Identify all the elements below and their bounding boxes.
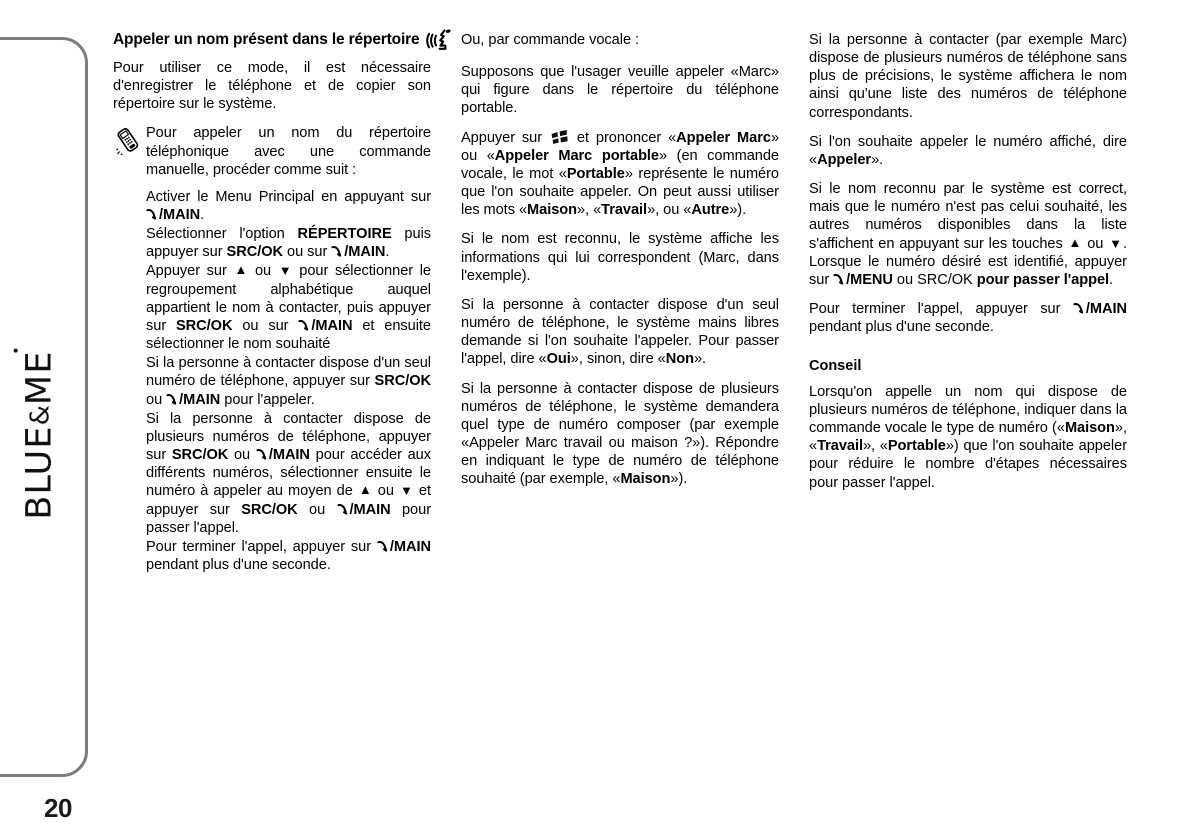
- voice-lead-paragraph: Ou, par commande vocale :: [461, 32, 640, 48]
- hangup-hook-icon: [166, 394, 179, 405]
- button-menu: /MENU: [833, 272, 893, 288]
- button-src-ok: SRC/OK: [171, 447, 229, 464]
- single-number-voice-paragraph: Si la personne à contacter dispose d'un seul numéro de téléphone, le système mains libres demande si l'on souhaite l'appeler. Pour passer l'appel, dire «Oui», sinon, dire «Non».: [461, 296, 779, 368]
- arrow-down-icon: ▼: [278, 263, 292, 279]
- step-select-alpha-group: Appuyer sur ▲ ou ▼ pour sélectionner le regroupement alphabétique auquel appartient le nom à contacter, puis appuyer sur SRC/OK ou sur /MAIN et ensuite sélectionner le nom souhaité: [146, 262, 431, 353]
- conseil-paragraph: Lorsqu'on appelle un nom qui dispose de plusieurs numéros de téléphone, indiquer dans la commande vocale le type de numéro («Maison», «Travail», «Portable») que l'on souhaite appeler pour réduire le nombre d'étapes nécessaires pour passer l'appel.: [809, 383, 1127, 491]
- hangup-hook-icon: [1073, 303, 1086, 314]
- voice-keyword-portable: Portable: [887, 438, 946, 455]
- arrow-down-icon: ▼: [400, 483, 413, 499]
- hangup-hook-icon: [377, 541, 390, 552]
- voice-keyword-appeler: Appeler: [817, 151, 872, 168]
- voice-keyword-travail: Travail: [601, 202, 648, 219]
- hangup-hook-icon: [331, 246, 344, 257]
- phone-keypad-icon: [113, 126, 143, 156]
- name-recognized-paragraph: Si le nom est reconnu, le système affiche les informations qui lui correspondent (Marc, dans l'exemple).: [461, 231, 779, 284]
- step-suffix: .: [200, 207, 205, 223]
- step-select-repertoire: Sélectionner l'option RÉPERTOIRE puis appuyer sur SRC/OK ou sur /MAIN.: [146, 226, 432, 261]
- call-displayed-number-paragraph: Si l'on souhaite appeler le numéro affiché, dire «Appeler».: [809, 133, 1127, 168]
- multiple-numbers-display-paragraph: Si la personne à contacter (par exemple Marc) dispose de plusieurs numéros de téléphone sans plus de précisions, le système affichera le nom ainsi qu'une liste des numéros de téléphone correspondants.: [809, 32, 1127, 121]
- hangup-hook-icon: [256, 449, 269, 460]
- manual-command-block: [113, 124, 431, 178]
- voice-press-and-say-paragraph: Appuyer sur et prononcer «Appeler Marc» ou «Appeler Marc portable» (en commande vocale, le mot «Portable» représente le numéro que l'on souhaite appeler. On peut aussi utiliser les mots «Maison», «Travail», ou «Autre»).: [461, 129, 780, 219]
- multiple-numbers-voice-paragraph: Si la personne à contacter dispose de plusieurs numéros de téléphone, le système demandera quel type de numéro composer (par exemple «Appeler Marc travail ou maison ?»). Répondre en indiquant le type de numéro de téléphone souhaité (par exemple, «Maison»).: [461, 380, 779, 488]
- button-src-ok: SRC/OK: [374, 373, 431, 390]
- step-text: Activer le Menu Principal en appuyant sur: [146, 188, 431, 205]
- arrow-down-icon: ▼: [1109, 235, 1122, 251]
- step-activate-main-menu: [146, 188, 431, 224]
- voice-keyword-autre: Autre: [691, 202, 730, 219]
- arrow-up-icon: ▲: [234, 262, 248, 278]
- section-title: Appeler un nom présent dans le répertoire: [113, 31, 420, 48]
- voice-keyword-maison: Maison: [620, 471, 671, 488]
- button-src-ok: SRC/OK: [226, 244, 283, 261]
- brand-ampersand: &: [26, 405, 56, 426]
- browse-other-numbers-paragraph: Si le nom reconnu par le système est correct, mais que le numéro n'est pas celui souhaité, les autres numéros disponibles dans la liste s'affichent en appuyant sur les touches ▲ ou ▼. Lorsque le numéro désiré est identifié, appuyer sur /MENU ou SRC/OK pour passer l'appel.: [809, 181, 1127, 288]
- end-call-paragraph: Pour terminer l'appel, appuyer sur /MAIN pendant plus d'une seconde.: [809, 301, 1127, 336]
- brand-logo-blue-and-me: [0, 300, 80, 570]
- hangup-hook-icon: [298, 320, 311, 331]
- voice-keyword-oui: Oui: [546, 351, 571, 368]
- column-left: [113, 31, 431, 811]
- voice-command-icon: [426, 27, 460, 61]
- menu-option-repertoire: RÉPERTOIRE: [297, 226, 392, 243]
- arrow-up-icon: ▲: [1068, 234, 1082, 250]
- voice-example-paragraph: Supposons que l'usager veuille appeler «Marc» qui figure dans le répertoire du téléphone portable.: [461, 64, 779, 117]
- voice-command-appeler-marc: Appeler Marc: [676, 129, 771, 146]
- brand-dot: [14, 348, 18, 352]
- voice-keyword-maison: Maison: [1064, 420, 1115, 437]
- page-content: [113, 31, 1179, 811]
- manual-lead-paragraph: Pour appeler un nom du répertoire téléphonique avec une commande manuelle, procéder comme suit :: [146, 125, 431, 178]
- column-middle: [461, 31, 779, 811]
- voice-command-block: [461, 31, 779, 49]
- voice-keyword-travail: Travail: [817, 438, 863, 455]
- hangup-hook-icon: [146, 209, 159, 220]
- page-number: 20: [44, 793, 72, 823]
- button-main: /MAIN: [146, 207, 200, 223]
- button-main: /MAIN: [377, 539, 431, 555]
- brand-name-part1: BLUE: [20, 425, 60, 520]
- voice-keyword-non: Non: [665, 351, 694, 368]
- arrow-up-icon: ▲: [358, 482, 372, 498]
- column-right: [809, 31, 1127, 811]
- button-src-ok-plain: ou SRC/OK: [892, 271, 977, 288]
- button-main: /MAIN: [256, 447, 310, 463]
- step-single-number: Si la personne à contacter dispose d'un seul numéro de téléphone, appuyer sur SRC/OK ou /MAIN pour l'appeler.: [146, 355, 431, 408]
- button-src-ok: SRC/OK: [176, 317, 233, 334]
- step-multiple-numbers: Si la personne à contacter dispose de plusieurs numéros de téléphone, appuyer sur SRC/OK ou /MAIN pour accéder aux différents numéros, sélectionner ensuite le numéro à appeler au moyen de ▲ ou ▼ et appuyer sur SRC/OK ou /MAIN pour passer l'appel.: [146, 410, 431, 536]
- emphasis-pour-passer-lappel: pour passer l'appel: [976, 271, 1110, 288]
- voice-keyword-maison: Maison: [527, 202, 577, 219]
- button-src-ok: SRC/OK: [241, 501, 298, 518]
- voice-command-appeler-marc-portable: Appeler Marc portable: [494, 147, 659, 164]
- voice-keyword-portable: Portable: [566, 165, 625, 182]
- brand-name-part2: ME: [20, 350, 60, 406]
- conseil-heading: Conseil: [809, 358, 862, 375]
- hangup-hook-icon: [337, 504, 350, 515]
- intro-paragraph: Pour utiliser ce mode, il est nécessaire d'enregistrer le téléphone et de copier son répertoire sur le système.: [113, 59, 431, 113]
- hangup-hook-icon: [833, 274, 846, 285]
- pinwheel-icon: [551, 130, 568, 144]
- step-end-call: Pour terminer l'appel, appuyer sur /MAIN pendant plus d'une seconde.: [146, 538, 431, 573]
- button-main: /MAIN: [337, 502, 391, 518]
- button-main: /MAIN: [1073, 301, 1127, 317]
- button-main: /MAIN: [166, 392, 220, 408]
- button-main: /MAIN: [298, 318, 352, 334]
- button-main: /MAIN: [331, 244, 385, 260]
